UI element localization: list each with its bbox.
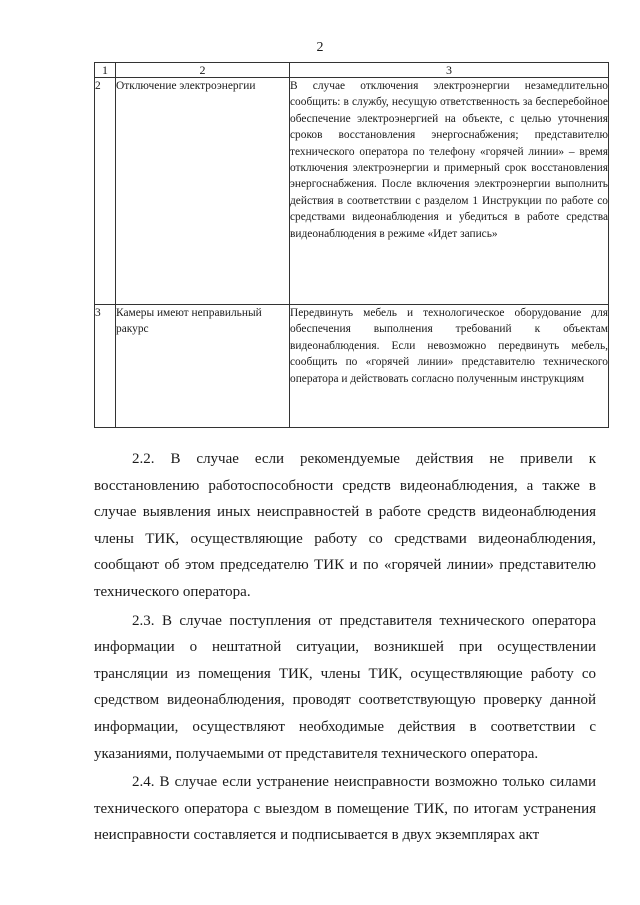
- malfunction-name: Камеры имеют неправильный ракурс: [116, 305, 290, 428]
- table-header-col-2: 2: [116, 63, 290, 78]
- table-row: [95, 78, 609, 305]
- body-text: [94, 446, 596, 849]
- table-row: [95, 305, 609, 428]
- table-header-row: [95, 63, 609, 78]
- page-number: 2: [316, 40, 324, 55]
- troubleshooting-table: [94, 62, 609, 428]
- paragraph-2-2: 2.2. В случае если рекомендуемые действия не привели к восстановлению работоспособности средств видеонаблюдения, а также в случае выявления иных неисправностей в работе средств видеонаблюдения члены ТИК, осуществляющие работу со средствами видеонаблюдения, сообщают об этом председателю ТИК и по «горячей линии» представителю технического оператора.: [94, 451, 596, 600]
- paragraph-2-3: 2.3. В случае поступления от представителя технического оператора информации о нештатной ситуации, возникшей при осуществлении трансляции из помещения ТИК, члены ТИК, осуществляющие работу со средством видеонаблюдения, проводят соответствующую проверку данной информации, осуществляют необходимые действия в соответствии с указаниями, получаемыми от представителя технического оператора.: [94, 612, 596, 762]
- malfunction-name: Отключение электроэнергии: [116, 78, 290, 305]
- row-number: 3: [95, 305, 116, 428]
- recommended-actions: В случае отключения электроэнергии незамедлительно сообщить: в службу, несущую ответственность за бесперебойное обеспечение электроэнергией на объекте, с целью уточнения сроков восстановления энергоснабжения; представителю технического оператора по телефону «горячей линии» – время отключения электроэнергии и примерный срок восстановления энергоснабжения. После включения электроэнергии выполнить действия в соответствии с разделом 1 Инструкции по работе со средствами видеонаблюдения и убедиться в работе средства видеонаблюдения в режиме «Идет запись»: [290, 78, 609, 305]
- paragraph-2-4: 2.4. В случае если устранение неисправности возможно только силами технического оператора с выездом в помещение ТИК, по итогам устранения неисправности составляется и подписывается в двух экземплярах акт: [94, 774, 596, 844]
- table-header-col-3: 3: [290, 63, 609, 78]
- row-number: 2: [95, 78, 116, 305]
- recommended-actions: Передвинуть мебель и технологическое оборудование для обеспечения выполнения требований к объектам видеонаблюдения. Если невозможно передвинуть мебель, сообщить по «горячей линии» представителю технического оператора и действовать согласно полученным инструкциям: [290, 305, 609, 428]
- table-header-col-1: 1: [95, 63, 116, 78]
